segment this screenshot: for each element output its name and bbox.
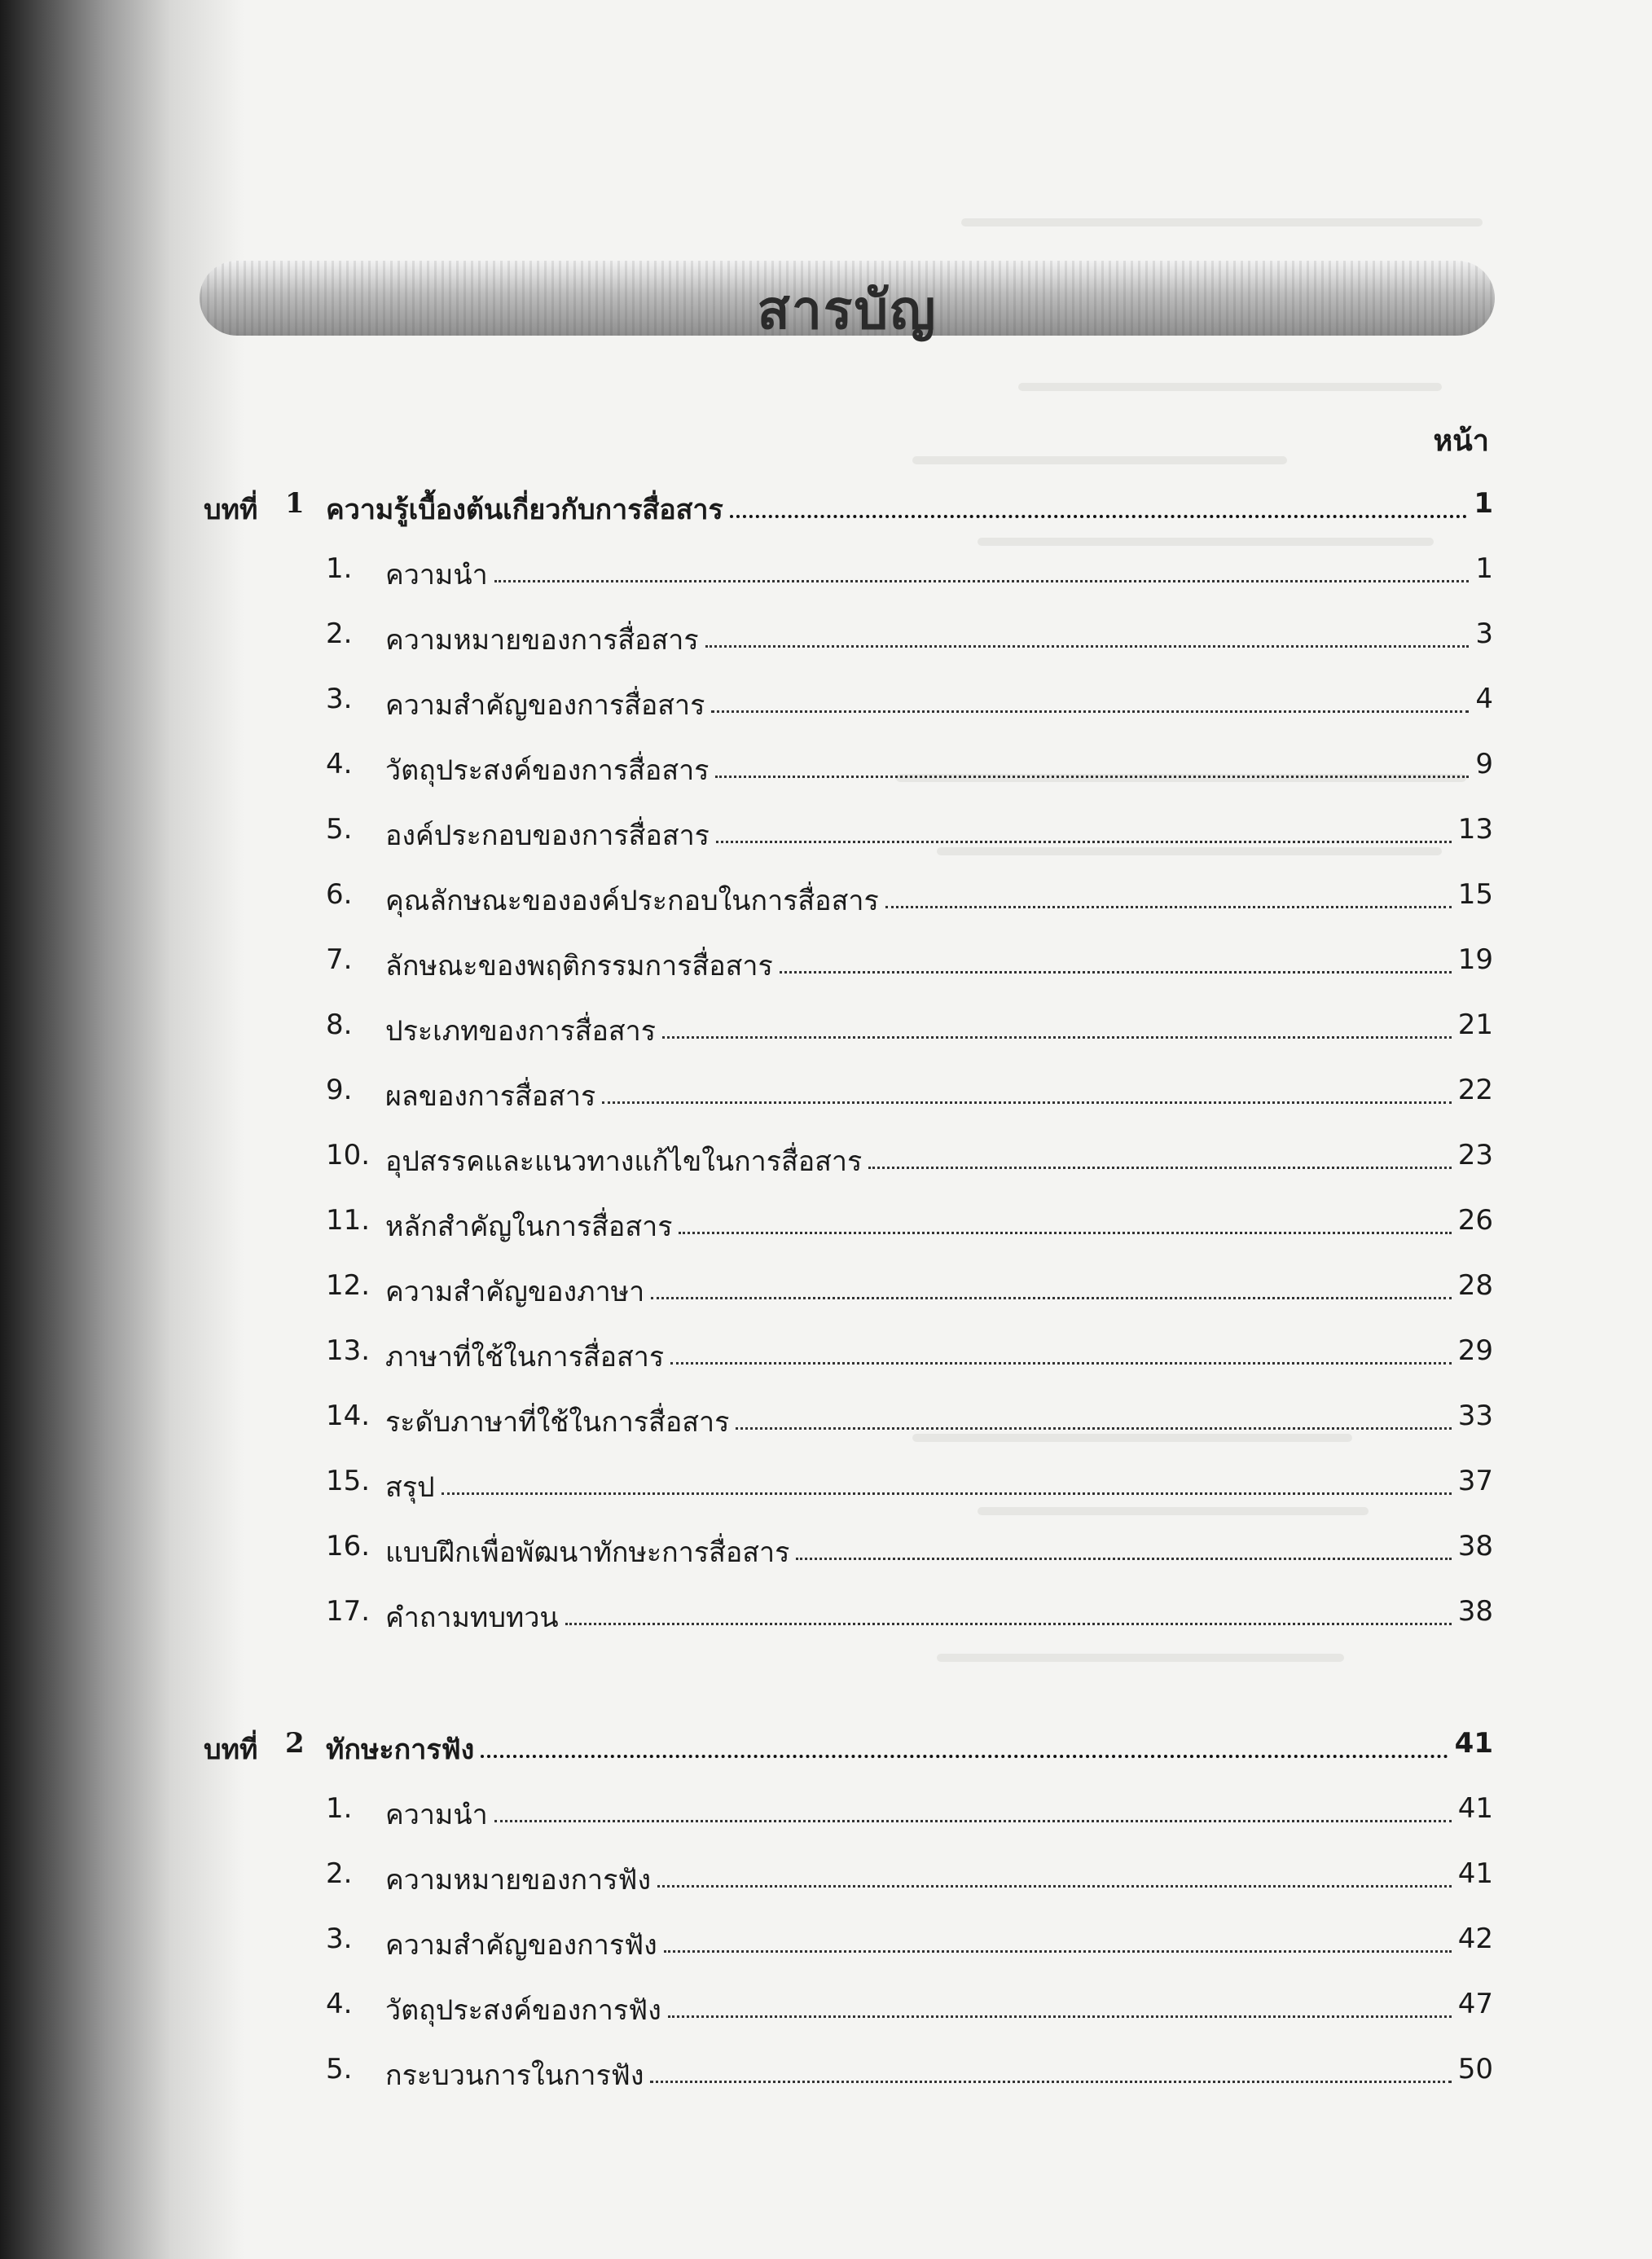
dot-leader	[796, 1558, 1451, 1560]
dot-leader	[711, 710, 1469, 713]
dot-leader	[885, 906, 1452, 908]
toc-entry-row	[0, 683, 1652, 732]
dot-leader	[494, 1820, 1452, 1822]
dot-leader	[868, 1167, 1451, 1169]
chapter-page-number: 41	[1454, 1727, 1493, 1760]
toc-entry-row	[0, 1857, 1652, 1906]
entry-title: ผลของการสื่อสาร	[385, 1080, 596, 1113]
entry-title: ลักษณะของพฤติกรรมการสื่อสาร	[385, 950, 773, 982]
toc-entry-row	[0, 1009, 1652, 1057]
entry-page-number: 37	[1457, 1465, 1493, 1497]
dot-leader	[657, 1885, 1452, 1888]
dot-leader	[780, 971, 1452, 973]
entry-title: ความนำ	[385, 559, 488, 591]
dot-leader	[494, 580, 1470, 582]
toc-chapter-row	[0, 487, 1652, 536]
chapter-title: ทักษะการฟัง	[326, 1734, 475, 1766]
entry-page-number: 15	[1457, 878, 1493, 911]
entry-page-number: 19	[1457, 943, 1493, 976]
entry-page-number: 38	[1457, 1530, 1493, 1562]
entry-title: ความหมายของการฟัง	[385, 1864, 652, 1896]
entry-title: ความสำคัญของการสื่อสาร	[385, 689, 705, 722]
title-banner	[200, 261, 1495, 341]
dot-leader	[730, 515, 1468, 518]
entry-number: 1.	[326, 1792, 353, 1825]
dot-leader	[481, 1755, 1448, 1758]
entry-title: คำถามทบทวน	[385, 1602, 559, 1634]
entry-title: อุปสรรคและแนวทางแก้ไขในการสื่อสาร	[385, 1145, 863, 1178]
chapter-number: 1	[285, 487, 305, 520]
entry-page-number: 28	[1457, 1269, 1493, 1302]
dot-leader	[650, 2081, 1451, 2083]
entry-page-number: 3	[1475, 617, 1493, 650]
chapter-number: 2	[285, 1727, 305, 1760]
entry-page-number: 50	[1457, 2053, 1493, 2085]
entry-number: 13.	[326, 1334, 371, 1367]
chapter-title: ความรู้เบื้องต้นเกี่ยวกับการสื่อสาร	[326, 494, 723, 526]
entry-title: ระดับภาษาที่ใช้ในการสื่อสาร	[385, 1406, 730, 1439]
page-column-header: หน้า	[1433, 424, 1489, 458]
entry-page-number: 23	[1457, 1139, 1493, 1171]
toc-entry-row	[0, 1269, 1652, 1318]
chapter-lead: บทที่	[204, 494, 258, 526]
toc-entry-row	[0, 1792, 1652, 1841]
entry-title: ความหมายของการสื่อสาร	[385, 624, 699, 657]
entry-title: สรุป	[385, 1471, 435, 1504]
dot-leader	[736, 1427, 1451, 1430]
toc-entry-row	[0, 2053, 1652, 2102]
entry-number: 5.	[326, 813, 353, 846]
chapter-lead: บทที่	[204, 1734, 258, 1766]
entry-number: 3.	[326, 1923, 353, 1955]
toc-entry-row	[0, 1988, 1652, 2037]
entry-number: 8.	[326, 1009, 353, 1041]
toc-entry-row	[0, 1923, 1652, 1971]
entry-page-number: 21	[1457, 1009, 1493, 1041]
toc-entry-row	[0, 943, 1652, 992]
entry-number: 3.	[326, 683, 353, 715]
entry-title: วัตถุประสงค์ของการสื่อสาร	[385, 754, 710, 787]
entry-title: วัตถุประสงค์ของการฟัง	[385, 1994, 661, 2027]
entry-page-number: 41	[1457, 1857, 1493, 1890]
toc-entry-row	[0, 1139, 1652, 1188]
entry-page-number: 4	[1475, 683, 1493, 715]
entry-title: ความสำคัญของการฟัง	[385, 1929, 657, 1962]
entry-title: ความนำ	[385, 1799, 488, 1831]
entry-number: 9.	[326, 1074, 353, 1106]
entry-page-number: 47	[1457, 1988, 1493, 2020]
entry-number: 6.	[326, 878, 353, 911]
entry-number: 1.	[326, 552, 353, 585]
dot-leader	[662, 1036, 1452, 1039]
entry-title: แบบฝึกเพื่อพัฒนาทักษะการสื่อสาร	[385, 1536, 790, 1569]
entry-page-number: 41	[1457, 1792, 1493, 1825]
entry-number: 2.	[326, 617, 353, 650]
toc-entry-row	[0, 1465, 1652, 1514]
entry-title: กระบวนการในการฟัง	[385, 2059, 644, 2092]
dot-leader	[716, 841, 1452, 843]
toc-entry-row	[0, 1530, 1652, 1579]
dot-leader	[705, 645, 1470, 648]
entry-page-number: 38	[1457, 1595, 1493, 1628]
entry-number: 17.	[326, 1595, 371, 1628]
toc-entry-row	[0, 617, 1652, 666]
toc-entry-row	[0, 1334, 1652, 1383]
entry-number: 14.	[326, 1400, 371, 1432]
entry-page-number: 13	[1457, 813, 1493, 846]
entry-page-number: 42	[1457, 1923, 1493, 1955]
entry-page-number: 1	[1475, 552, 1493, 585]
dot-leader	[664, 1950, 1452, 1953]
entry-number: 16.	[326, 1530, 371, 1562]
page-title: สารบัญ	[757, 279, 938, 341]
dot-leader	[442, 1492, 1452, 1495]
entry-title: คุณลักษณะขององค์ประกอบในการสื่อสาร	[385, 885, 879, 917]
entry-title: ภาษาที่ใช้ในการสื่อสาร	[385, 1341, 665, 1373]
toc-entry-row	[0, 813, 1652, 862]
entry-page-number: 22	[1457, 1074, 1493, 1106]
toc-chapter-row	[0, 1727, 1652, 1776]
entry-number: 7.	[326, 943, 353, 976]
entry-title: ประเภทของการสื่อสาร	[385, 1015, 657, 1048]
entry-number: 12.	[326, 1269, 371, 1302]
entry-page-number: 26	[1457, 1204, 1493, 1237]
entry-number: 4.	[326, 748, 353, 780]
toc-entry-row	[0, 1204, 1652, 1253]
entry-page-number: 9	[1475, 748, 1493, 780]
dot-leader	[565, 1623, 1452, 1625]
toc-entry-row	[0, 1074, 1652, 1123]
toc-entry-row	[0, 552, 1652, 601]
dot-leader	[651, 1297, 1452, 1299]
entry-title: องค์ประกอบของการสื่อสาร	[385, 820, 710, 852]
entry-page-number: 33	[1457, 1400, 1493, 1432]
dot-leader	[679, 1232, 1451, 1234]
entry-title: ความสำคัญของภาษา	[385, 1276, 645, 1308]
entry-page-number: 29	[1457, 1334, 1493, 1367]
entry-number: 4.	[326, 1988, 353, 2020]
toc-entry-row	[0, 1400, 1652, 1448]
toc-entry-row	[0, 878, 1652, 927]
toc-entry-row	[0, 748, 1652, 797]
entry-number: 2.	[326, 1857, 353, 1890]
dot-leader	[602, 1101, 1451, 1104]
entry-number: 5.	[326, 2053, 353, 2085]
dot-leader	[670, 1362, 1452, 1365]
dot-leader	[715, 776, 1469, 778]
dot-leader	[668, 2015, 1452, 2018]
entry-number: 11.	[326, 1204, 371, 1237]
entry-number: 10.	[326, 1139, 371, 1171]
toc-entry-row	[0, 1595, 1652, 1644]
entry-title: หลักสำคัญในการสื่อสาร	[385, 1211, 673, 1243]
chapter-page-number: 1	[1474, 487, 1493, 520]
entry-number: 15.	[326, 1465, 371, 1497]
